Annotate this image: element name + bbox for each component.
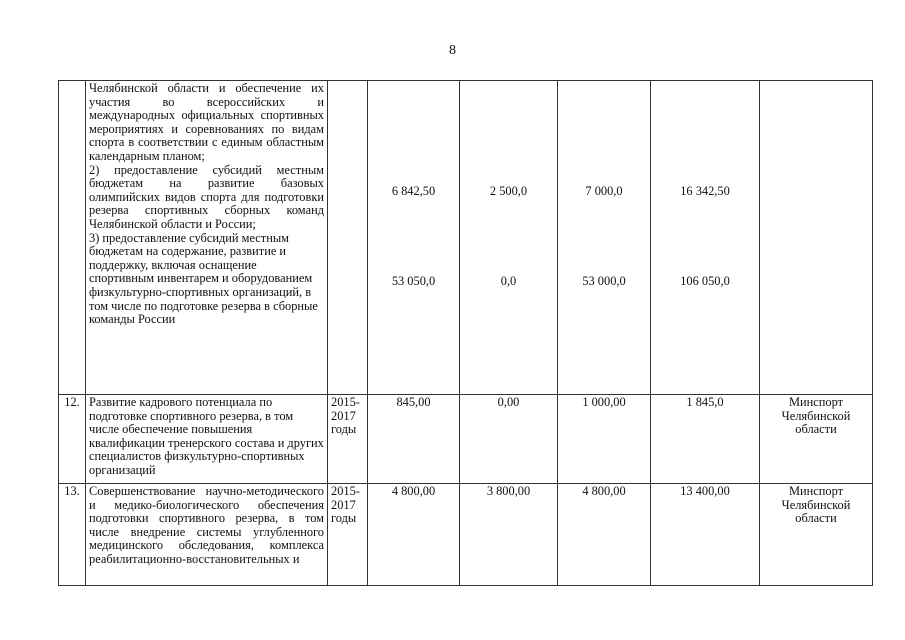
row-executor: Минспорт Челябинской области <box>760 395 873 484</box>
value: 2 500,0 <box>489 184 528 198</box>
description-paragraph: Челябинской области и обеспечение их участия во всероссийских и международных официальных спортивных мероприятиях и соревнованиях по видам спорта в соответствии с единым областным календарным планом; <box>89 81 324 163</box>
row-value-cell <box>460 81 558 395</box>
description-paragraph: 3) предоставление субсидий местным бюджетам на содержание, развитие и поддержку, включая оснащение спортивным инвентарем и оборудованием физкультурно-спортивных организаций, в том числе по подготовке резерва в сборные команды России <box>89 230 318 327</box>
row-number: 12. <box>59 395 86 484</box>
description-paragraph: Совершенствование научно-методического и медико-биологического обеспечения подготовки спортивного резерва, в том числе внедрение системы углубленного медицинского обследования, комплекса реабилитационно-восстановительных и <box>89 484 324 566</box>
row-value-cell <box>368 81 460 395</box>
description-paragraph: 2) предоставление субсидий местным бюджетам на развитие базовых олимпийских видов спорта для подготовки резерва спортивных сборных команд Челябинской области и России; <box>89 162 324 231</box>
value: 53 050,0 <box>391 273 436 288</box>
table-row <box>59 81 873 395</box>
value: 16 342,50 <box>680 184 730 198</box>
row-years: 2015-2017 годы <box>328 395 368 484</box>
program-table <box>58 80 873 586</box>
value: 7 000,0 <box>585 184 623 198</box>
row-executor: Минспорт Челябинской области <box>760 484 873 586</box>
row-number: 13. <box>59 484 86 586</box>
row-value: 1 000,00 <box>558 395 651 484</box>
value: 53 000,0 <box>582 273 626 288</box>
value: 0,0 <box>500 273 517 288</box>
row-value: 845,00 <box>368 395 460 484</box>
row-value: 3 800,00 <box>460 484 558 586</box>
table-row <box>59 395 873 484</box>
row-value: 4 800,00 <box>558 484 651 586</box>
row-value: 1 845,0 <box>651 395 760 484</box>
row-number <box>59 81 86 395</box>
row-value: 4 800,00 <box>368 484 460 586</box>
table-row <box>59 484 873 586</box>
row-value-cell <box>558 81 651 395</box>
row-description <box>86 484 328 586</box>
row-description <box>86 395 328 484</box>
row-years <box>328 81 368 395</box>
description-paragraph: Развитие кадрового потенциала по подготовке спортивного резерва, в том числе обеспечение повышения квалификации тренерского состава и других специалистов физкультурно-спортивных организаций <box>89 395 324 477</box>
page-number: 8 <box>449 43 456 58</box>
row-description <box>86 81 328 395</box>
row-years: 2015-2017 годы <box>328 484 368 586</box>
value: 106 050,0 <box>680 273 730 288</box>
row-value: 13 400,00 <box>651 484 760 586</box>
row-value-cell <box>651 81 760 395</box>
row-executor <box>760 81 873 395</box>
value: 6 842,50 <box>391 184 436 198</box>
row-value: 0,00 <box>460 395 558 484</box>
